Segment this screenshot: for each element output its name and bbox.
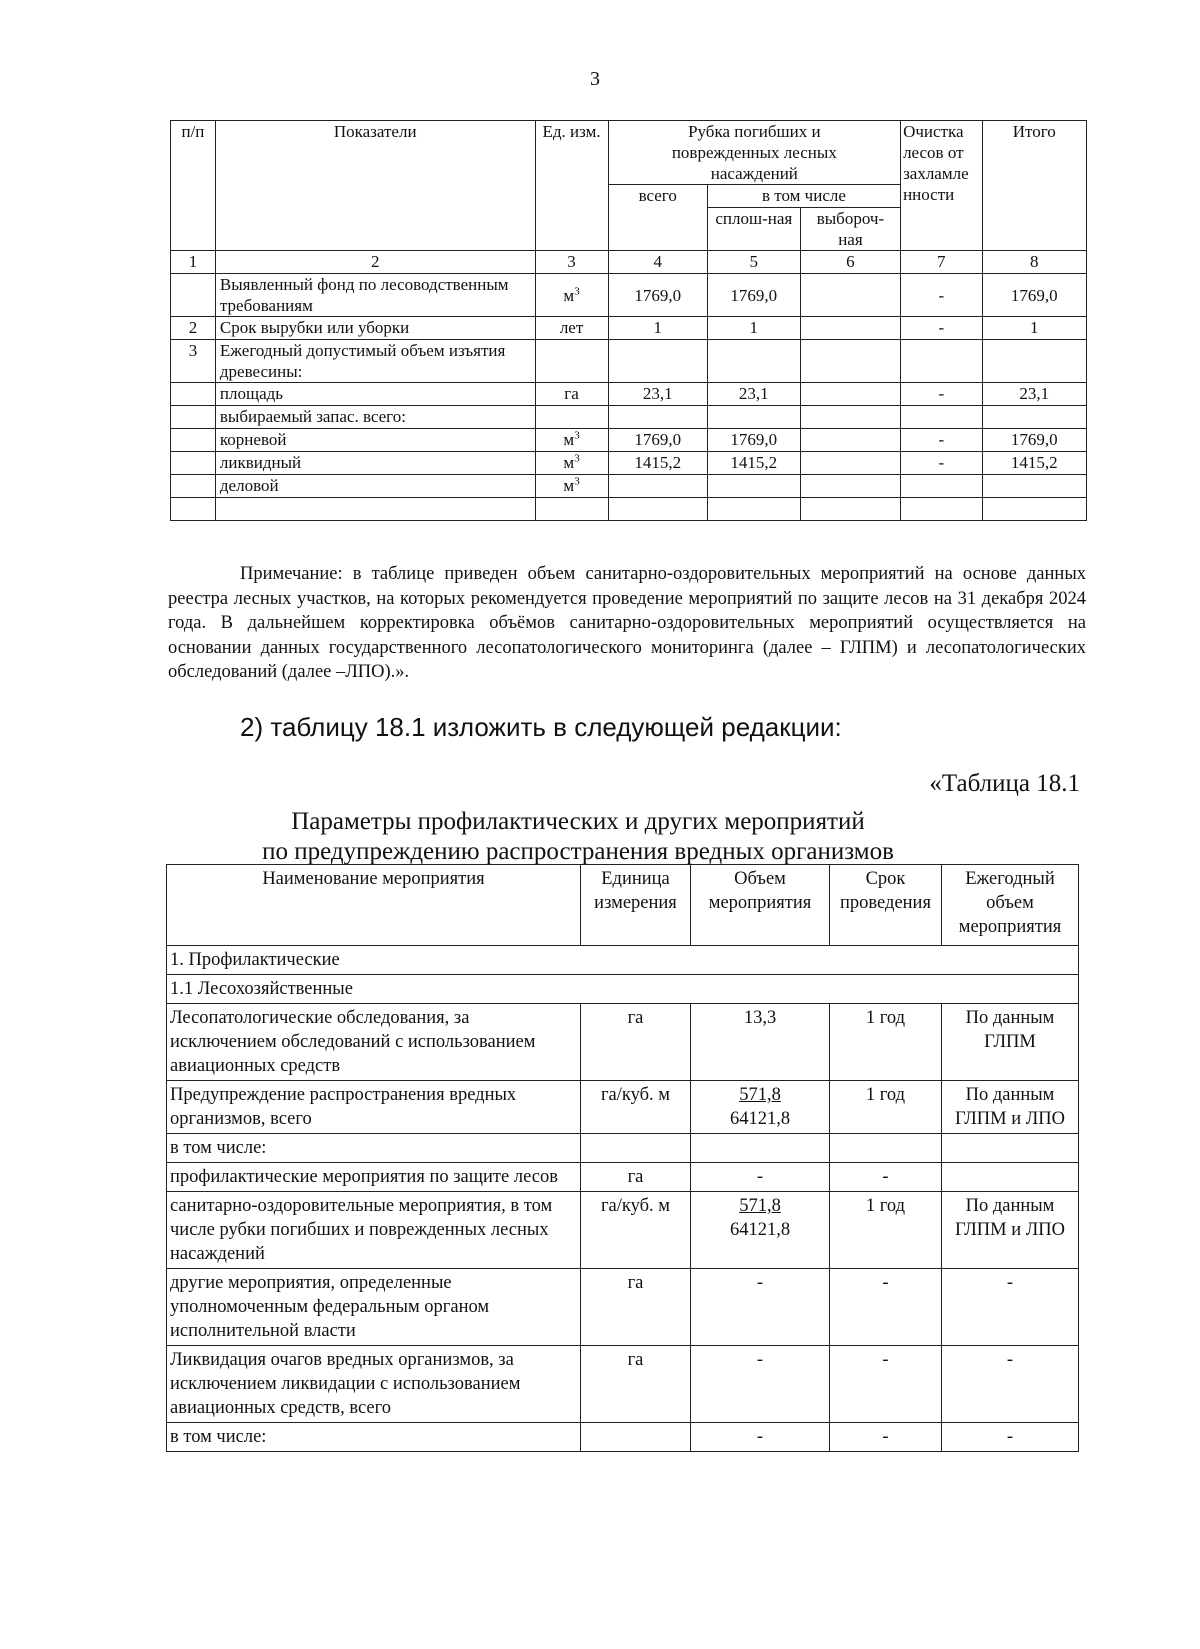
colnum: 6: [800, 251, 900, 274]
header-total-sub: всего: [608, 185, 707, 251]
header-unit: Ед. изм.: [535, 121, 608, 251]
table2-body: [167, 1004, 1079, 1452]
row-unit: га/куб. м: [581, 1081, 691, 1134]
row-total: 1: [608, 317, 707, 340]
row-term: -: [830, 1269, 942, 1346]
colnum: 8: [982, 251, 1086, 274]
row-selective: [800, 452, 900, 475]
row-itogo: 1769,0: [982, 274, 1086, 317]
colnum: 7: [901, 251, 982, 274]
row-name: Лесопатологические обследования, за исключением обследований с использованием авиационных средств: [167, 1004, 581, 1081]
row-selective: [800, 340, 900, 383]
header-unit2: Единица измерения: [581, 865, 691, 946]
header-indicators: Показатели: [215, 121, 535, 251]
row-annual: [942, 1163, 1079, 1192]
row-term: -: [830, 1163, 942, 1192]
row-unit: лет: [535, 317, 608, 340]
row-selective: [800, 475, 900, 498]
row-name: санитарно-оздоровительные мероприятия, в том числе рубки погибших и поврежденных лесных насаждений: [167, 1192, 581, 1269]
row-number: [171, 452, 216, 475]
table-row: [171, 429, 1087, 452]
row-volume: 571,8 64121,8: [691, 1192, 830, 1269]
row-cleaning: [901, 406, 982, 429]
header-num: п/п: [171, 121, 216, 251]
table-row: [171, 317, 1087, 340]
row-annual: -: [942, 1269, 1079, 1346]
row-selective: [800, 498, 900, 521]
row-unit: $м^3$: [535, 452, 608, 475]
table-row: [167, 1004, 1079, 1081]
row-unit: га: [581, 1269, 691, 1346]
header-volume: Объем мероприятия: [691, 865, 830, 946]
row-itogo: 23,1: [982, 383, 1086, 406]
row-total: 23,1: [608, 383, 707, 406]
table-row: [171, 475, 1087, 498]
table-row: [171, 340, 1087, 383]
row-indicator: Ежегодный допустимый объем изъятия древесины:: [215, 340, 535, 383]
row-indicator: Выявленный фонд по лесоводственным требованиям: [215, 274, 535, 317]
row-cleaning: -: [901, 429, 982, 452]
row-itogo: 1769,0: [982, 429, 1086, 452]
row-selective: [800, 383, 900, 406]
note-paragraph: Примечание: в таблице приведен объем санитарно-оздоровительных мероприятий на основе данных реестра лесных участков, на которых рекомендуется проведение мероприятий по защите лесов на 31 декабря 2024 года. В дальнейшем корректировка объёмов санитарно-оздоровительных мероприятий осуществляется на основании данных государственного лесопатологического мониторинга (далее – ГЛПМ) и лесопатологических обследований (далее –ЛПО).».: [168, 564, 1086, 682]
row-unit: га: [581, 1346, 691, 1423]
row-name: Предупреждение распространения вредных организмов, всего: [167, 1081, 581, 1134]
header-including: в том числе: [707, 185, 900, 208]
header-annual: Ежегодный объем мероприятия: [942, 865, 1079, 946]
row-unit: [535, 340, 608, 383]
row-indicator: [215, 498, 535, 521]
row-annual: -: [942, 1423, 1079, 1452]
table-row: [167, 1423, 1079, 1452]
row-term: 1 год: [830, 1004, 942, 1081]
row-volume: -: [691, 1346, 830, 1423]
row-term: 1 год: [830, 1192, 942, 1269]
table-row: [167, 1134, 1079, 1163]
row-annual: По данным ГЛПМ и ЛПО: [942, 1192, 1079, 1269]
table-row: [171, 274, 1087, 317]
row-unit: га: [581, 1004, 691, 1081]
row-unit: [535, 406, 608, 429]
row-total: 1769,0: [608, 429, 707, 452]
row-clear: [707, 406, 800, 429]
table1-body: [171, 274, 1087, 521]
row-unit: $м^3$: [535, 429, 608, 452]
row-unit: $м^3$: [535, 274, 608, 317]
colnum: 1: [171, 251, 216, 274]
table-row: [167, 1269, 1079, 1346]
row-cleaning: -: [901, 383, 982, 406]
row-selective: [800, 274, 900, 317]
row-term: -: [830, 1346, 942, 1423]
row-indicator: корневой: [215, 429, 535, 452]
row-volume: -: [691, 1423, 830, 1452]
row-cleaning: [901, 340, 982, 383]
row-selective: [800, 429, 900, 452]
header-name: Наименование мероприятия: [167, 865, 581, 946]
table-label: «Таблица 18.1: [929, 770, 1080, 797]
row-volume: [691, 1134, 830, 1163]
colnum: 5: [707, 251, 800, 274]
section-forestry: 1.1 Лесохозяйственные: [167, 975, 1079, 1004]
row-number: [171, 406, 216, 429]
row-itogo: [982, 406, 1086, 429]
table-row: [171, 383, 1087, 406]
row-term: -: [830, 1423, 942, 1452]
row-number: [171, 429, 216, 452]
row-itogo: 1415,2: [982, 452, 1086, 475]
row-unit: га/куб. м: [581, 1192, 691, 1269]
table-title-line-2: по предупреждению распространения вредных организмов: [262, 838, 894, 865]
row-name: в том числе:: [167, 1134, 581, 1163]
row-annual: По данным ГЛПМ: [942, 1004, 1079, 1081]
row-number: [171, 475, 216, 498]
row-clear: 1769,0: [707, 429, 800, 452]
row-number: [171, 274, 216, 317]
table-row: [167, 1192, 1079, 1269]
row-unit: га: [535, 383, 608, 406]
row-annual: По данным ГЛПМ и ЛПО: [942, 1081, 1079, 1134]
table-row: [167, 1081, 1079, 1134]
table-title-line-1: Параметры профилактических и других мероприятий: [291, 808, 865, 835]
row-unit: [535, 498, 608, 521]
row-volume: -: [691, 1269, 830, 1346]
item-2-heading: 2) таблицу 18.1 изложить в следующей редакции:: [240, 712, 842, 742]
table-row: [167, 1346, 1079, 1423]
row-volume: 571,8 64121,8: [691, 1081, 830, 1134]
table-row: [171, 406, 1087, 429]
row-unit: [581, 1134, 691, 1163]
row-indicator: Срок вырубки или уборки: [215, 317, 535, 340]
row-unit: га: [581, 1163, 691, 1192]
page-number: 3: [590, 68, 600, 90]
colnum: 4: [608, 251, 707, 274]
row-cleaning: [901, 475, 982, 498]
measures-table: [166, 864, 1079, 1452]
forest-indicators-table: [170, 120, 1087, 521]
row-indicator: площадь: [215, 383, 535, 406]
row-selective: [800, 406, 900, 429]
row-number: 2: [171, 317, 216, 340]
row-annual: -: [942, 1346, 1079, 1423]
row-selective: [800, 317, 900, 340]
column-numbers-row: [171, 251, 1087, 274]
row-total: 1769,0: [608, 274, 707, 317]
row-itogo: [982, 475, 1086, 498]
row-name: Ликвидация очагов вредных организмов, за исключением ликвидации с использованием авиационных средств, всего: [167, 1346, 581, 1423]
row-cleaning: [901, 498, 982, 521]
row-total: [608, 498, 707, 521]
row-number: [171, 383, 216, 406]
row-name: другие мероприятия, определенные уполномоченным федеральным органом исполнительной власти: [167, 1269, 581, 1346]
colnum: 2: [215, 251, 535, 274]
row-unit: $м^3$: [535, 475, 608, 498]
row-clear: [707, 340, 800, 383]
row-clear: 1769,0: [707, 274, 800, 317]
header-cutting: Рубка погибших и поврежденных лесных насаждений: [608, 121, 900, 185]
row-number: [171, 498, 216, 521]
section-preventive: 1. Профилактические: [167, 946, 1079, 975]
row-name: в том числе:: [167, 1423, 581, 1452]
colnum: 3: [535, 251, 608, 274]
row-clear: 1415,2: [707, 452, 800, 475]
row-number: 3: [171, 340, 216, 383]
row-name: профилактические мероприятия по защите лесов: [167, 1163, 581, 1192]
row-annual: [942, 1134, 1079, 1163]
header-clear: сплош-ная: [707, 208, 800, 251]
row-term: [830, 1134, 942, 1163]
row-total: [608, 340, 707, 383]
row-cleaning: -: [901, 317, 982, 340]
table-row: [167, 1163, 1079, 1192]
row-itogo: [982, 340, 1086, 383]
row-indicator: деловой: [215, 475, 535, 498]
row-clear: 23,1: [707, 383, 800, 406]
row-indicator: ликвидный: [215, 452, 535, 475]
header-itogo: Итого: [982, 121, 1086, 251]
row-cleaning: -: [901, 452, 982, 475]
row-cleaning: -: [901, 274, 982, 317]
header-cleaning: Очистка лесов от захламле нности: [901, 121, 982, 251]
row-unit: [581, 1423, 691, 1452]
row-total: [608, 406, 707, 429]
header-selective: выбороч-ная: [800, 208, 900, 251]
header-term: Срок проведения: [830, 865, 942, 946]
row-volume: 13,3: [691, 1004, 830, 1081]
row-clear: [707, 498, 800, 521]
row-itogo: 1: [982, 317, 1086, 340]
row-clear: 1: [707, 317, 800, 340]
table-row: [171, 452, 1087, 475]
row-volume: -: [691, 1163, 830, 1192]
row-total: 1415,2: [608, 452, 707, 475]
row-indicator: выбираемый запас. всего:: [215, 406, 535, 429]
row-term: 1 год: [830, 1081, 942, 1134]
row-itogo: [982, 498, 1086, 521]
table-row: [171, 498, 1087, 521]
row-total: [608, 475, 707, 498]
row-clear: [707, 475, 800, 498]
